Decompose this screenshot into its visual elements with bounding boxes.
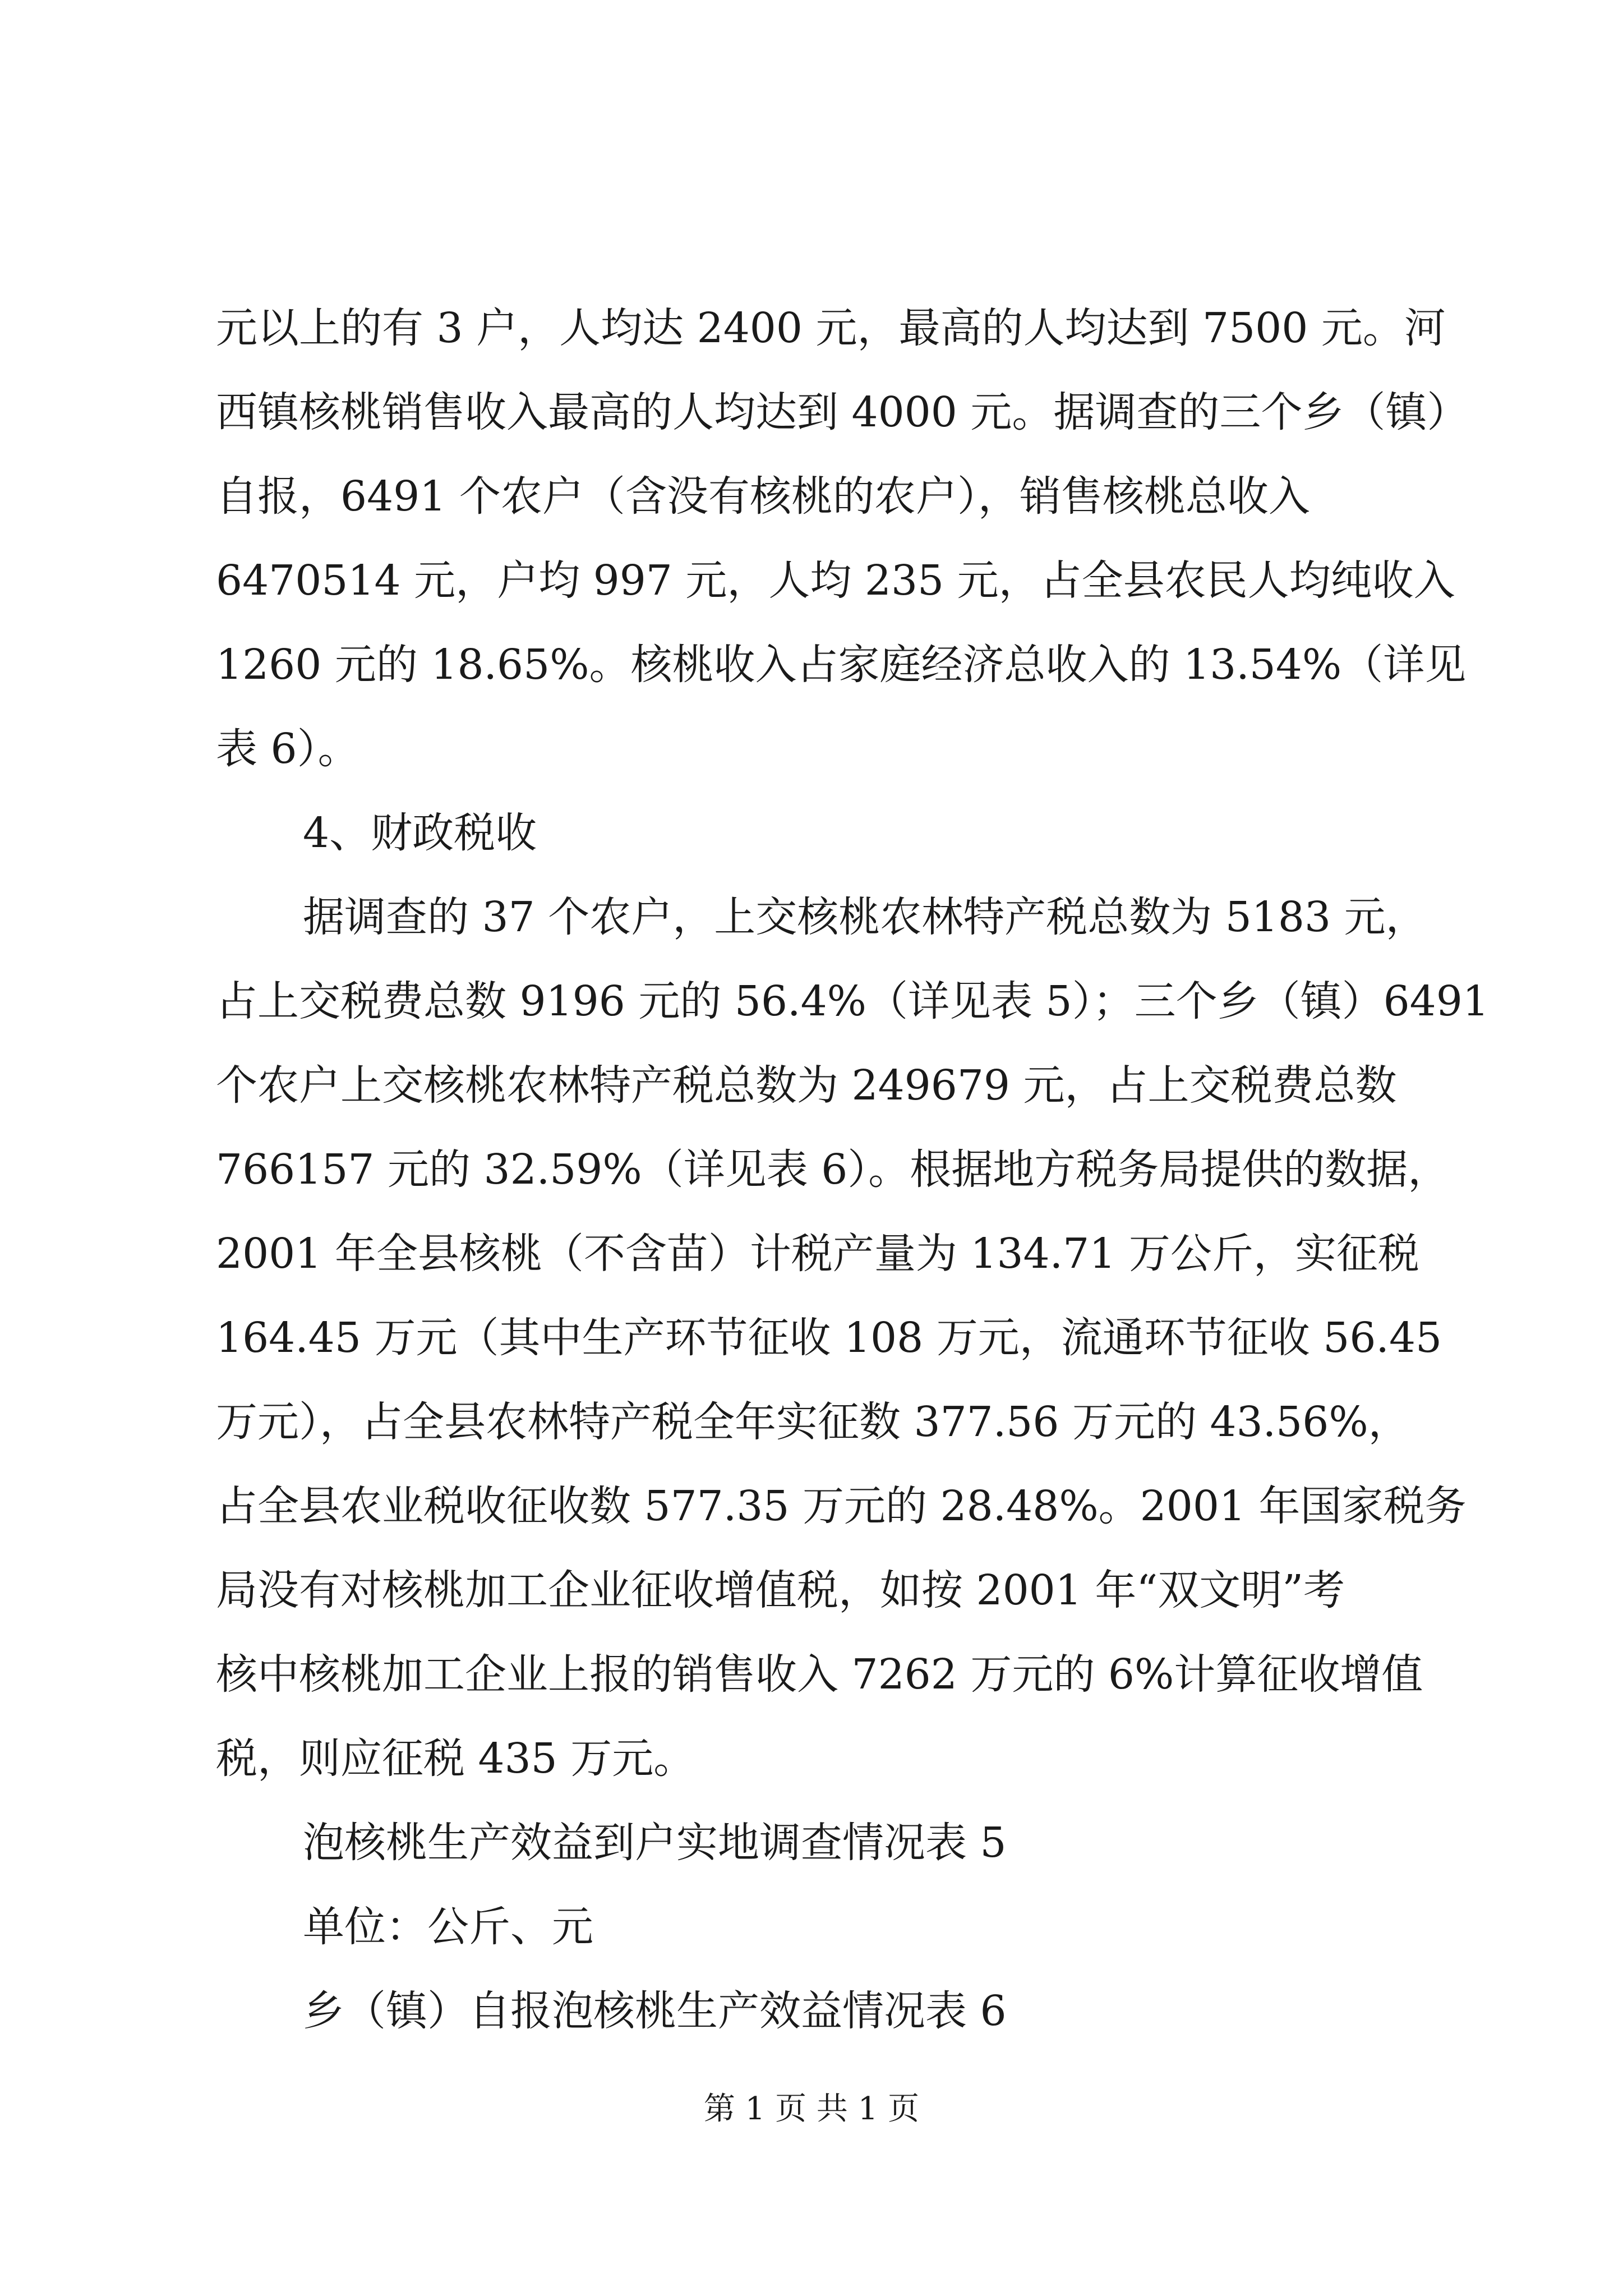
table-caption: 乡（镇）自报泡核桃生产效益情况表 6 — [303, 1987, 1007, 2035]
body-text-line: 元以上的有 3 户，人均达 2400 元，最高的人均达到 7500 元。河 — [216, 304, 1446, 352]
body-text-line: 万元），占全县农林特产税全年实征数 377.56 万元的 43.56%， — [216, 1398, 1410, 1446]
section-heading: 4、财政税收 — [303, 809, 537, 857]
body-text-line: 核中核桃加工企业上报的销售收入 7262 万元的 6%计算征收增值 — [216, 1650, 1423, 1699]
body-text-line: 局没有对核桃加工企业征收增值税，如按 2001 年“双文明”考 — [216, 1566, 1345, 1614]
body-text-line: 2001 年全县核桃（不含苗）计税产量为 134.71 万公斤，实征税 — [216, 1230, 1419, 1278]
page-footer: 第 1 页 共 1 页 — [703, 2091, 920, 2127]
body-text-line: 表 6）。 — [216, 725, 359, 773]
body-text-line: 164.45 万元（其中生产环节征收 108 万元，流通环节征收 56.45 — [216, 1314, 1442, 1362]
body-text-line: 6470514 元，户均 997 元，人均 235 元，占全县农民人均纯收入 — [216, 556, 1455, 605]
body-text-line: 据调查的 37 个农户，上交核桃农林特产税总数为 5183 元， — [303, 893, 1427, 941]
body-text-line: 占全县农业税收征收数 577.35 万元的 28.48%。2001 年国家税务 — [216, 1482, 1467, 1530]
body-text-line: 766157 元的 32.59%（详见表 6）。根据地方税务局提供的数据， — [216, 1145, 1450, 1194]
body-text-line: 1260 元的 18.65%。核桃收入占家庭经济总收入的 13.54%（详见 — [216, 641, 1467, 689]
body-text-line: 占上交税费总数 9196 元的 56.4%（详见表 5）；三个乡（镇）6491 — [216, 977, 1489, 1025]
table-unit-note: 单位：公斤、元 — [303, 1903, 593, 1951]
table-caption: 泡核桃生产效益到户实地调查情况表 5 — [303, 1819, 1007, 1867]
body-text-line: 个农户上交核桃农林特产税总数为 249679 元，占上交税费总数 — [216, 1061, 1397, 1110]
body-text-line: 税，则应征税 435 万元。 — [216, 1734, 695, 1783]
body-text-line: 西镇核桃销售收入最高的人均达到 4000 元。据调查的三个乡（镇） — [216, 388, 1469, 436]
body-text-line: 自报，6491 个农户（含没有核桃的农户），销售核桃总收入 — [216, 472, 1310, 521]
